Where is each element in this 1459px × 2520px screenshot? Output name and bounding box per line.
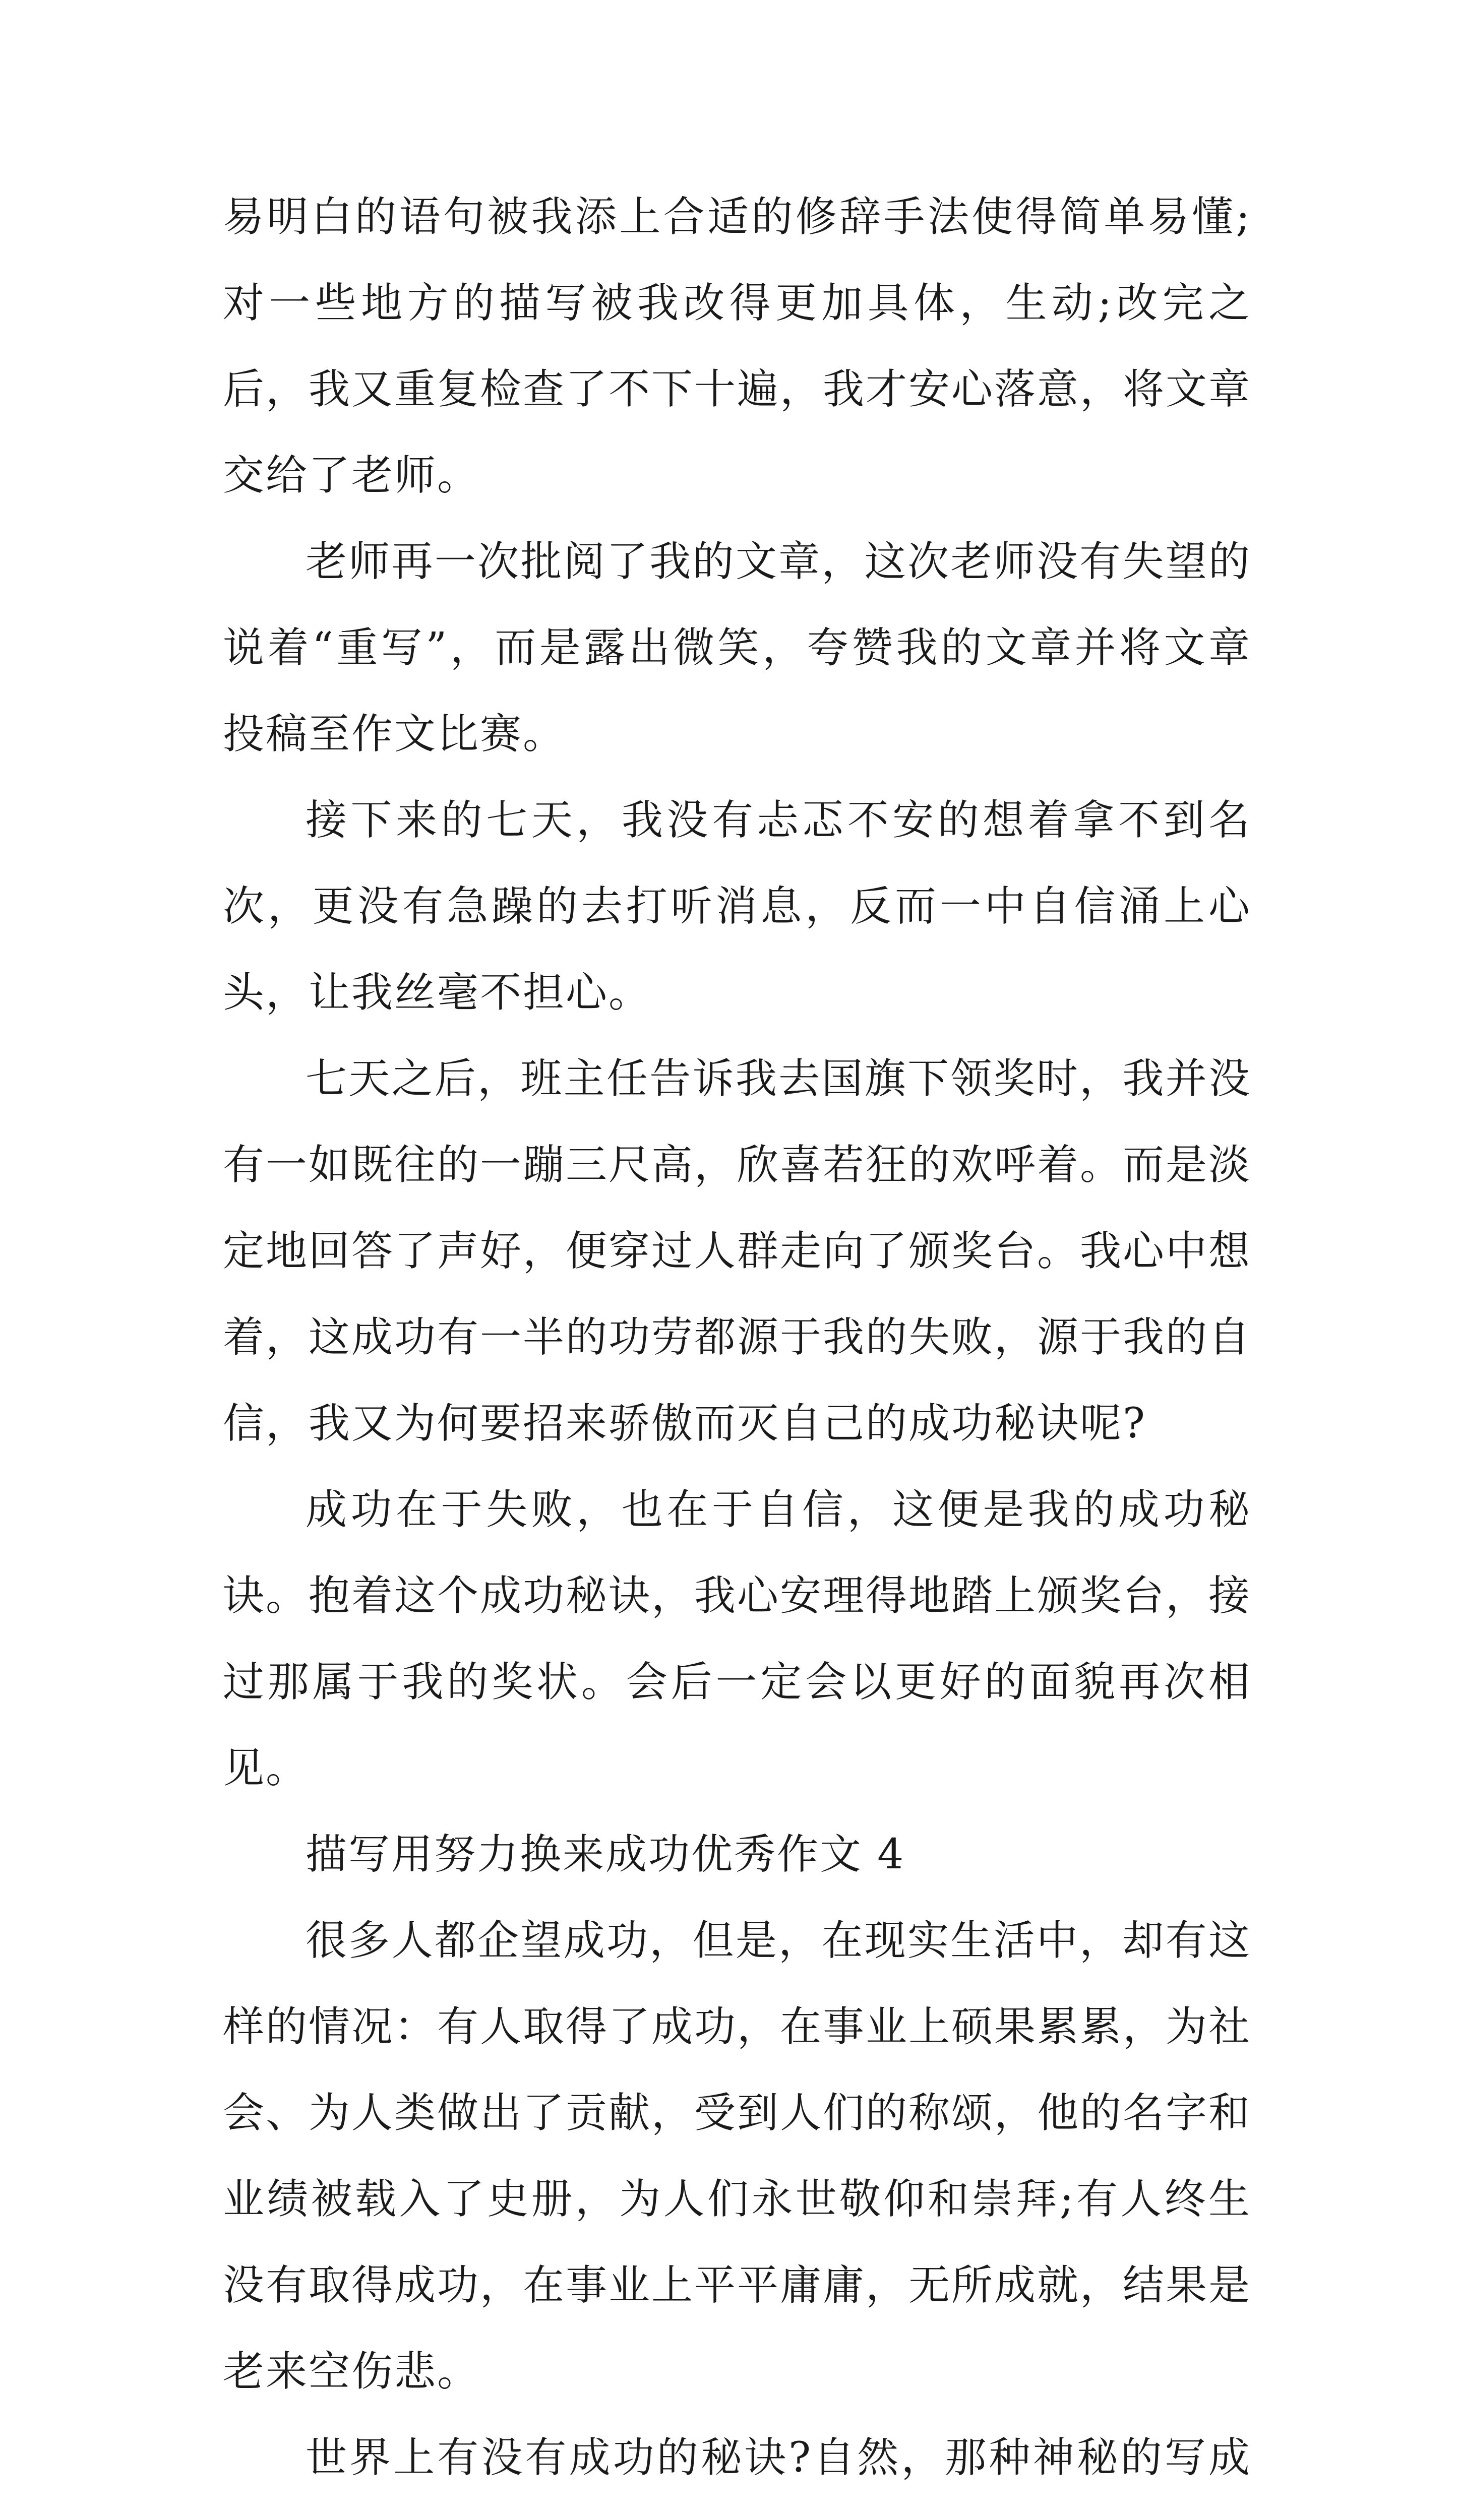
- paragraph-5: 成功在于失败，也在于自信，这便是我的成功秘诀。抱着这个成功秘诀，我心安理得地踏上颁奖台，接过那属于我的奖状。会后一定会以更好的面貌再次相见。: [223, 1486, 1252, 1792]
- paragraph-2: 老师再一次批阅了我的文章，这次老师没有失望的说着“重写”，而是露出微笑，夸赞我的文章并将文章投稿至作文比赛。: [223, 538, 1251, 758]
- paragraph-6: 很多人都企望成功，但是，在现实生活中，却有这样的情况：有人取得了成功，在事业上硕果累累，为社会、为人类做出了贡献，受到人们的称颂，他的名字和业绩被载入了史册，为人们永世敬仰和崇拜;有人终生没有取得成功，在事业上平平庸庸，无所成就，结果是老来空伤悲。: [223, 1917, 1252, 2396]
- document-body: [223, 174, 1251, 2520]
- paragraph-1: 易明白的语句被我添上合适的修辞手法使得简单易懂;对一些地方的描写被我改得更加具体，生动;改完之后，我又重复检查了不下十遍，我才安心落意，将文章交给了老师。: [223, 193, 1252, 499]
- section-heading: 描写用努力换来成功优秀作文 4: [306, 1831, 905, 1878]
- paragraph-4: 七天之后，班主任告诉我去国旗下领奖时，我并没有一如既往的一蹦三尺高，欣喜若狂的欢呼着。而是淡定地回答了声好，便穿过人群走向了颁奖台。我心中想着，这成功有一半的功劳都源于我的失败，源于我的自信，我又为何要招来骄傲而灭自己的成功秘诀呢?: [223, 1055, 1252, 1447]
- paragraph-7: 世界上有没有成功的秘诀?自然，那种神秘的写成: [306, 2434, 1251, 2482]
- paragraph-3: 接下来的七天，我没有忐忑不安的想着拿不到名次，更没有急躁的去打听消息，反而一中自信涌上心头，让我丝毫不担心。: [223, 796, 1251, 1017]
